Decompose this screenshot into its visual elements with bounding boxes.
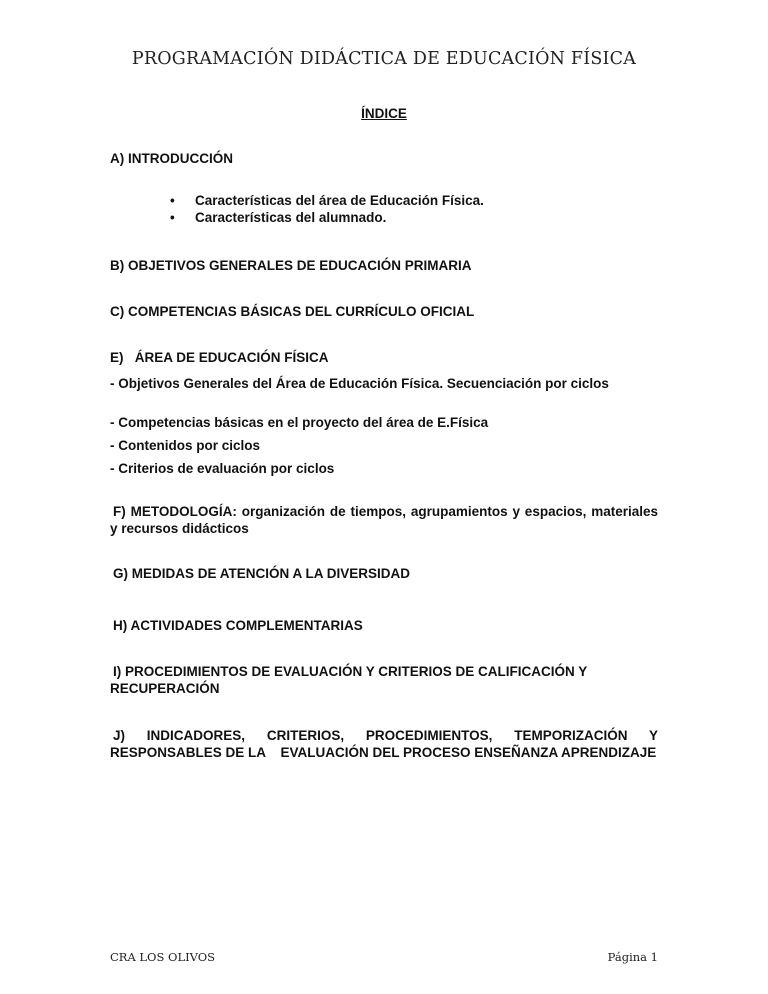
- bullet-item: [170, 192, 484, 209]
- section-i-heading: I) PROCEDIMIENTOS DE EVALUACIÓN Y CRITERIOS DE CALIFICACIÓN Y RECUPERACIÓN: [110, 664, 588, 696]
- footer-page-number: Página 1: [607, 950, 658, 964]
- section-e-item: - Objetivos Generales del Área de Educación Física. Secuenciación por ciclos: [110, 376, 609, 391]
- section-e-item: - Contenidos por ciclos: [110, 438, 261, 453]
- section-h-heading: H) ACTIVIDADES COMPLEMENTARIAS: [113, 618, 363, 633]
- page-header-title: PROGRAMACIÓN DIDÁCTICA DE EDUCACIÓN FÍSICA: [131, 49, 637, 69]
- section-b-heading: B) OBJETIVOS GENERALES DE EDUCACIÓN PRIMARIA: [110, 258, 472, 273]
- index-title: ÍNDICE: [361, 106, 407, 121]
- bullet-icon: •: [170, 193, 175, 208]
- section-a-heading: A) INTRODUCCIÓN: [110, 151, 233, 166]
- section-g-heading: G) MEDIDAS DE ATENCIÓN A LA DIVERSIDAD: [113, 566, 411, 581]
- footer-school-name: CRA LOS OLIVOS: [110, 950, 216, 964]
- bullet-icon: •: [170, 210, 175, 225]
- section-f-heading: F) METODOLOGÍA: organización de tiempos, agrupamientos y espacios, materiales y recursos didácticos: [110, 504, 658, 536]
- section-e-heading: E) ÁREA DE EDUCACIÓN FÍSICA: [110, 350, 329, 365]
- section-e-item: - Competencias básicas en el proyecto del área de E.Física: [110, 415, 489, 430]
- bullet-text: Características del área de Educación Física.: [195, 193, 484, 208]
- section-j-heading: J) INDICADORES, CRITERIOS, PROCEDIMIENTOS, TEMPORIZACIÓN Y RESPONSABLES DE LA EVALUACIÓN DEL PROCESO ENSEÑANZA APRENDIZAJE: [110, 728, 662, 760]
- bullet-item: [170, 209, 386, 226]
- section-c-heading: C) COMPETENCIAS BÁSICAS DEL CURRÍCULO OFICIAL: [110, 304, 475, 319]
- bullet-text: Características del alumnado.: [195, 210, 387, 225]
- section-e-item: - Criterios de evaluación por ciclos: [110, 461, 335, 476]
